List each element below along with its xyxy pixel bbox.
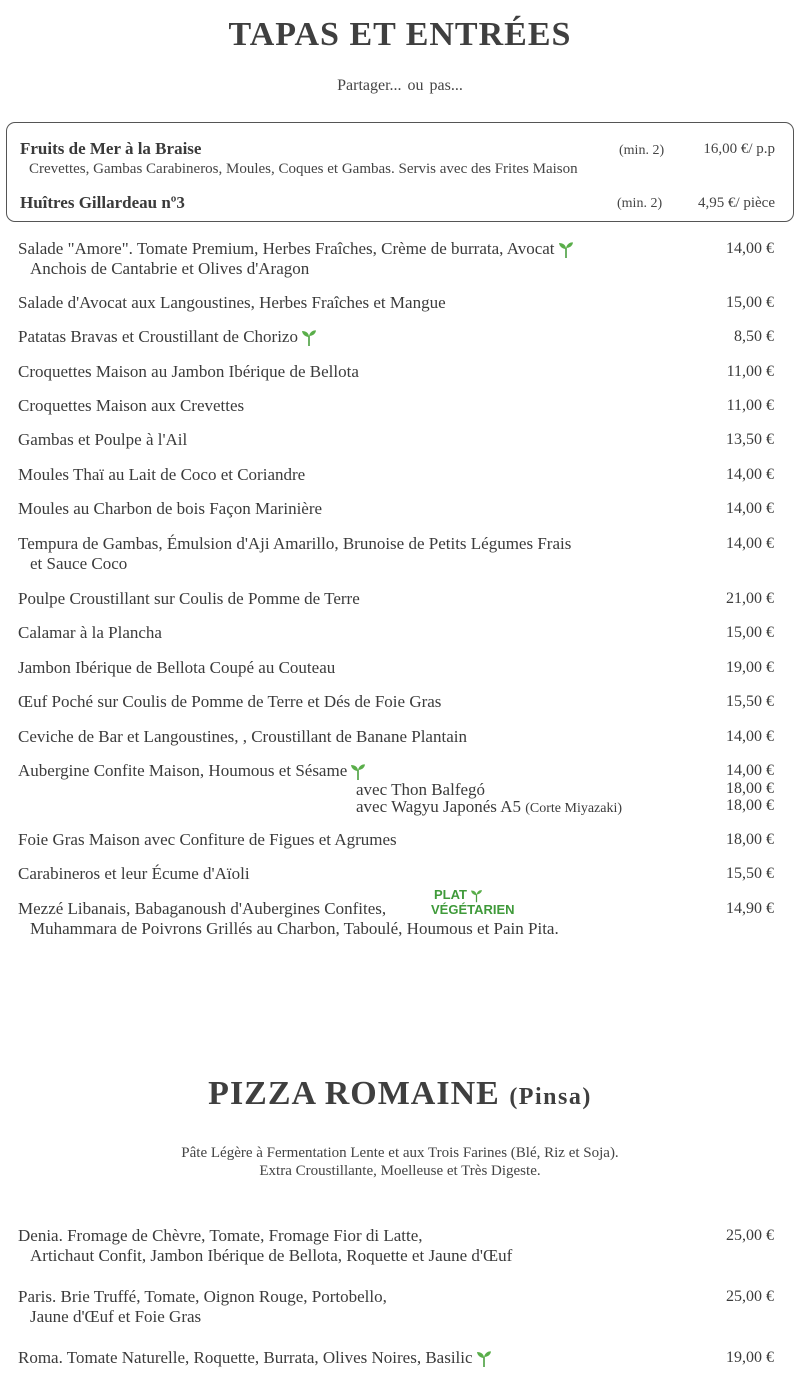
menu-item [18, 499, 778, 519]
sprout-icon [470, 889, 483, 903]
item-name: Mezzé Libanais, Babaganoush d'Aubergines Confites, [18, 899, 387, 918]
menu-item [18, 1287, 778, 1327]
sprout-icon [558, 241, 574, 259]
item-price: 14,90 € [726, 900, 774, 917]
box-item-min: (min. 2) [617, 196, 663, 211]
item-price: 14,00 € [726, 762, 774, 779]
item-price: 14,00 € [726, 728, 774, 745]
item-price: 21,00 € [726, 590, 774, 607]
item-desc: Artichaut Confit, Jambon Ibérique de Bellota, Roquette et Jaune d'Œuf [30, 1246, 513, 1265]
item-price: 11,00 € [726, 363, 774, 380]
menu-item [18, 761, 778, 817]
item-price: 14,00 € [726, 240, 774, 257]
menu-item [18, 727, 778, 747]
box-item-price: 4,95 €/ pièce [697, 195, 775, 211]
item-desc: Jaune d'Œuf et Foie Gras [30, 1307, 202, 1326]
item-name: Moules Thaï au Lait de Coco et Coriandre [18, 465, 306, 484]
item-name: Salade d'Avocat aux Langoustines, Herbes Fraîches et Mangue [18, 293, 446, 312]
box-item-price: 16,00 €/ p.p [703, 141, 775, 157]
item-name: Croquettes Maison aux Crevettes [18, 396, 245, 415]
item-price: 19,00 € [726, 1349, 774, 1366]
item-name: Tempura de Gambas, Émulsion d'Aji Amarillo, Brunoise de Petits Légumes Frais [18, 534, 572, 553]
item-name: Croquettes Maison au Jambon Ibérique de Bellota [18, 362, 359, 381]
item-price: 19,00 € [726, 659, 774, 676]
item-name: Roma. Tomate Naturelle, Roquette, Burrata, Olives Noires, Basilic [18, 1348, 473, 1367]
item-name: Poulpe Croustillant sur Coulis de Pomme de Terre [18, 589, 360, 608]
item-price: 11,00 € [726, 397, 774, 414]
menu-item [18, 1226, 778, 1266]
item-name: Foie Gras Maison avec Confiture de Figues et Agrumes [18, 830, 397, 849]
menu-item [18, 692, 778, 712]
item-desc: Anchois de Cantabrie et Olives d'Aragon [30, 259, 310, 279]
item-price: 25,00 € [726, 1227, 774, 1244]
item-name: Patatas Bravas et Croustillant de Chorizo [18, 327, 298, 346]
sprout-icon [301, 329, 317, 347]
box-item-name: Fruits de Mer à la Braise [20, 139, 202, 158]
box-item-desc: Crevettes, Gambas Carabineros, Moules, Coques et Gambas. Servis avec des Frites Maison [29, 161, 578, 177]
item-price: 14,00 € [726, 535, 774, 552]
item-name: Jambon Ibérique de Bellota Coupé au Couteau [18, 658, 336, 677]
item-option: avec Wagyu Japonés A5 (Corte Miyazaki) [356, 797, 623, 816]
item-price: 15,00 € [726, 624, 774, 641]
menu-item [18, 327, 778, 347]
item-price: 13,50 € [726, 431, 774, 448]
menu-item [18, 239, 778, 279]
menu-item [18, 534, 778, 574]
item-name: Ceviche de Bar et Langoustines, , Croustillant de Banane Plantain [18, 727, 467, 746]
menu-item [18, 887, 778, 939]
item-name: Salade "Amore". Tomate Premium, Herbes Fraîches, Crème de burrata, Avocat [18, 239, 555, 258]
menu-item [18, 830, 778, 850]
item-name: Calamar à la Plancha [18, 623, 162, 642]
item-name: Moules au Charbon de bois Façon Marinière [18, 499, 323, 518]
item-option-price: 18,00 € [726, 780, 774, 797]
sprout-icon [350, 763, 366, 781]
section-title-pizza: PIZZA ROMAINE (Pinsa) [208, 1075, 592, 1112]
item-name: Œuf Poché sur Coulis de Pomme de Terre et Dés de Foie Gras [18, 692, 442, 711]
item-name: Denia. Fromage de Chèvre, Tomate, Fromage Fior di Latte, [18, 1226, 423, 1245]
item-price: 15,50 € [726, 693, 774, 710]
menu-item [18, 293, 778, 313]
item-price: 15,00 € [726, 294, 774, 311]
featured-box [6, 122, 794, 222]
section-title-paren: (Pinsa) [509, 1084, 592, 1110]
menu-item [18, 465, 778, 485]
item-name: Carabineros et leur Écume d'Aïoli [18, 864, 250, 883]
box-item-name: Huîtres Gillardeau nº3 [20, 193, 185, 212]
menu-item [18, 430, 778, 450]
item-desc: Muhammara de Poivrons Grillés au Charbon, Taboulé, Houmous et Pain Pita. [30, 919, 559, 938]
item-price: 15,50 € [726, 865, 774, 882]
menu-item [18, 396, 778, 416]
menu-item [18, 658, 778, 678]
veg-tag: PLAT VÉGÉTARIEN [431, 887, 515, 917]
item-price: 8,50 € [734, 328, 774, 345]
sprout-icon [476, 1350, 492, 1368]
item-price: 14,00 € [726, 500, 774, 517]
item-name: Paris. Brie Truffé, Tomate, Oignon Rouge, Portobello, [18, 1287, 387, 1306]
section-title-tapas: TAPAS ET ENTRÉES [228, 16, 572, 53]
box-item-min: (min. 2) [619, 143, 665, 158]
item-name: Gambas et Poulpe à l'Ail [18, 430, 188, 449]
section-subtitle-tapas: Partager... ou pas... [337, 77, 463, 94]
menu-item [18, 623, 778, 643]
section-subtitle-pizza: Pâte Légère à Fermentation Lente et aux Trois Farines (Blé, Riz et Soja). Extra Croustillante, Moelleuse et Très Digeste. [181, 1145, 619, 1179]
menu-item [18, 864, 778, 884]
item-name: Aubergine Confite Maison, Houmous et Sésame [18, 761, 348, 780]
item-desc: et Sauce Coco [30, 554, 128, 573]
menu-item [18, 589, 778, 609]
item-option-note: (Corte Miyazaki) [525, 801, 623, 816]
item-option-price: 18,00 € [726, 797, 774, 814]
item-price: 18,00 € [726, 831, 774, 848]
menu-item [18, 1348, 778, 1368]
item-price: 25,00 € [726, 1288, 774, 1305]
menu-item [18, 362, 778, 382]
item-price: 14,00 € [726, 466, 774, 483]
item-option: avec Thon Balfegó [356, 780, 486, 799]
